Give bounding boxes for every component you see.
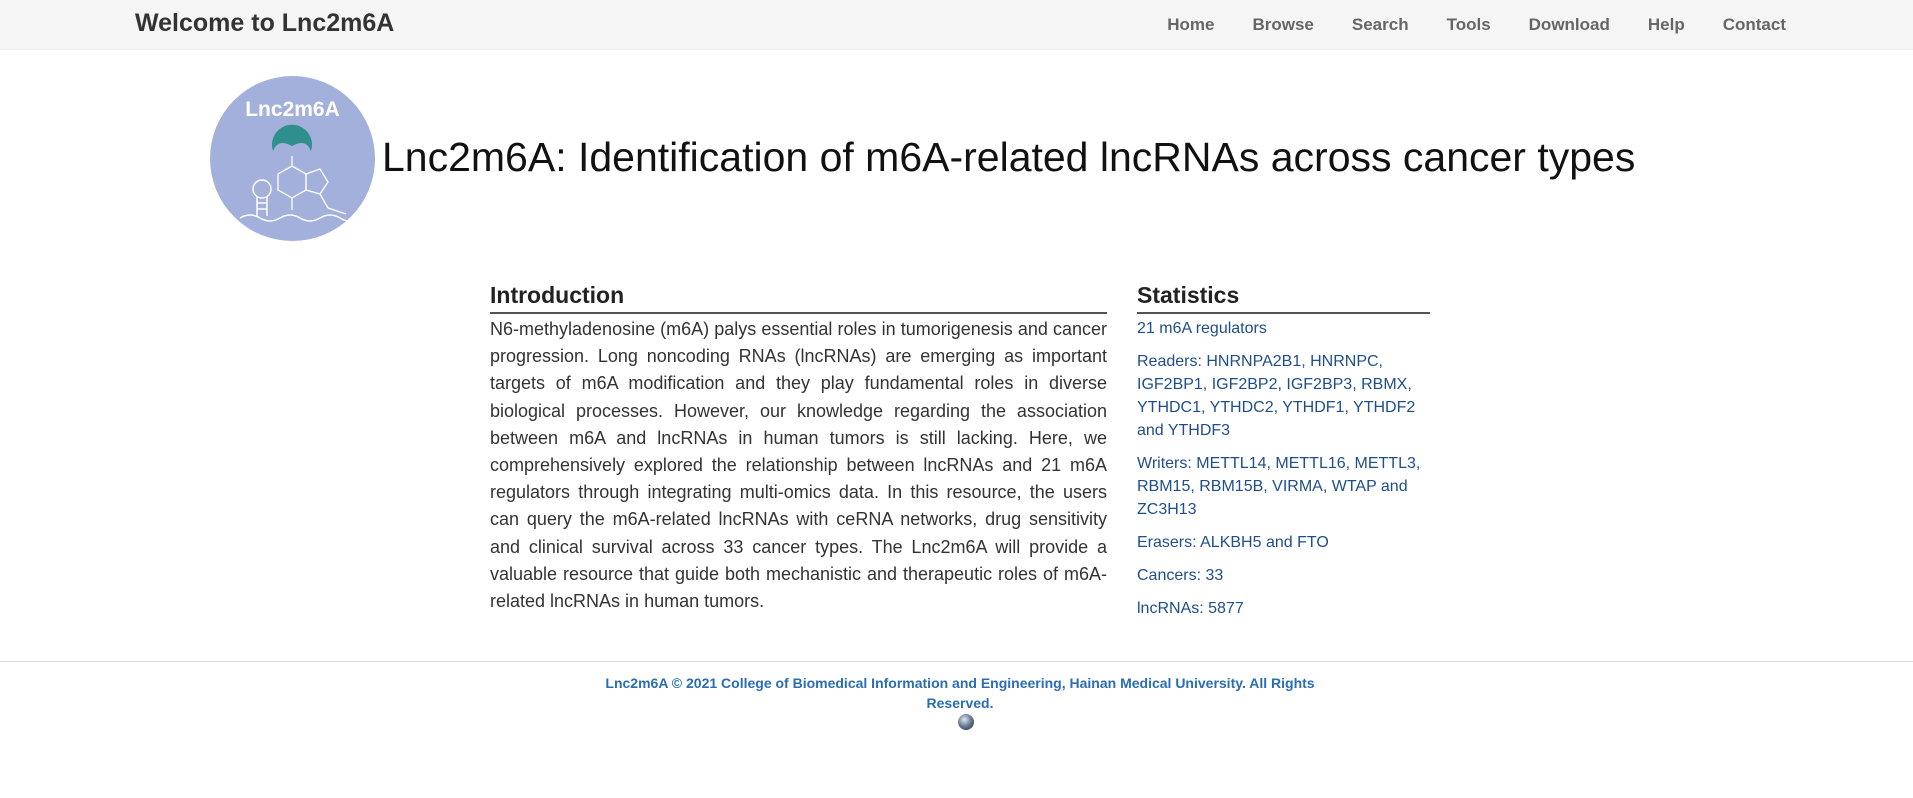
nav-browse[interactable]: Browse — [1252, 15, 1314, 34]
stat-regulators: 21 m6A regulators — [1137, 320, 1267, 337]
nav-tools[interactable]: Tools — [1446, 15, 1491, 34]
introduction-text: N6-methyladenosine (m6A) palys essential roles in tumorigenesis and cancer progression. Long noncoding RNAs (lncRNAs) are emerging as important targets of m6A modification and they play fundamental roles in diverse biological processes. However, our knowledge regarding the association between m6A and lncRNAs in human tumors is still lacking. Here, we comprehensively explored the relationship between lncRNAs and 21 m6A regulators through integrating multi-omics data. In this resource, the users can query the m6A-related lncRNAs with ceRNA networks, drug sensitivity and clinical survival across 33 cancer types. The Lnc2m6A will provide a valuable resource that guide both mechanistic and therapeutic roles of m6A-related lncRNAs in human tumors. — [490, 319, 1107, 612]
main-nav — [1148, 0, 1805, 50]
statistics-heading: Statistics — [1137, 280, 1430, 314]
logo-text: Lnc2m6A — [245, 98, 340, 121]
nav-download[interactable]: Download — [1528, 15, 1610, 34]
nav-help[interactable]: Help — [1647, 15, 1685, 34]
introduction-section — [490, 280, 1107, 615]
introduction-heading: Introduction — [490, 280, 1107, 314]
visitor-globe-icon[interactable] — [958, 714, 974, 730]
stat-erasers: Erasers: ALKBH5 and FTO — [1137, 534, 1329, 551]
nav-contact[interactable]: Contact — [1722, 15, 1786, 34]
lnc2m6a-logo — [210, 76, 375, 241]
top-navbar — [0, 0, 1913, 50]
footer-copyright: Lnc2m6A © 2021 College of Biomedical Information and Engineering, Hainan Medical University. All Rights Reserved. — [605, 675, 1315, 711]
stat-lncrnas: lncRNAs: 5877 — [1137, 600, 1244, 617]
page-title: Lnc2m6A: Identification of m6A-related lncRNAs across cancer types — [382, 134, 1636, 180]
brand-title[interactable]: Welcome to Lnc2m6A — [135, 9, 395, 37]
stat-cancers: Cancers: 33 — [1137, 567, 1224, 584]
nav-search[interactable]: Search — [1351, 15, 1409, 34]
nav-home[interactable]: Home — [1167, 15, 1215, 34]
stat-readers: Readers: HNRNPA2B1, HNRNPC, IGF2BP1, IGF2BP2, IGF2BP3, RBMX, YTHDC1, YTHDC2, YTHDF1, YTHDF2 and YTHDF3 — [1137, 353, 1416, 439]
statistics-section — [1137, 280, 1430, 620]
stat-writers: Writers: METTL14, METTL16, METTL3, RBM15, RBM15B, VIRMA, WTAP and ZC3H13 — [1137, 455, 1421, 518]
footer-divider — [0, 661, 1913, 662]
